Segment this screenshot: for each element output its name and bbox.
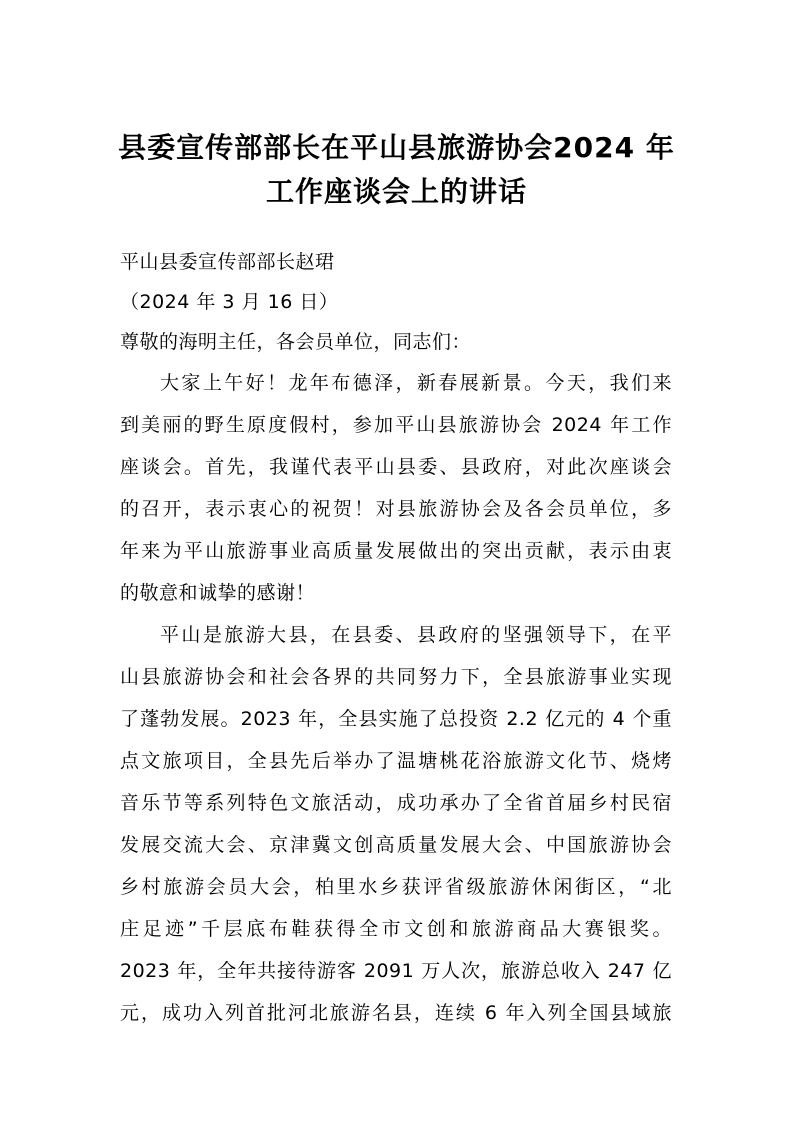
paragraph-2-line: 山县旅游协会和社会各界的共同努力下，全县旅游事业实现 bbox=[120, 666, 672, 688]
author-line: 平山县委宣传部部长赵珺 bbox=[120, 251, 335, 273]
paragraph-2-line: 2023 年，全年共接待游客 2091 万人次，旅游总收入 247 亿 bbox=[120, 960, 672, 982]
paragraph-1-line: 座谈会。首先，我谨代表平山县委、县政府，对此次座谈会 bbox=[120, 456, 672, 478]
paragraph-2-line: 元，成功入列首批河北旅游名县，连续 6 年入列全国县域旅 bbox=[120, 1002, 672, 1024]
date-line: （2024 年 3 月 16 日） bbox=[120, 291, 339, 313]
salutation-line: 尊敬的海明主任，各会员单位，同志们： bbox=[120, 331, 472, 353]
paragraph-2-line: 音乐节等系列特色文旅活动，成功承办了全省首届乡村民宿 bbox=[120, 792, 672, 814]
paragraph-1-line: 的召开，表示衷心的祝贺！对县旅游协会及各会员单位，多 bbox=[120, 498, 672, 520]
document-title-line-1: 县委宣传部部长在平山县旅游协会2024 年 bbox=[118, 131, 675, 164]
paragraph-2-line: 了蓬勃发展。2023 年，全县实施了总投资 2.2 亿元的 4 个重 bbox=[120, 708, 672, 730]
paragraph-1-line: 年来为平山旅游事业高质量发展做出的突出贡献，表示由衷 bbox=[120, 540, 672, 562]
document-title-line-2: 工作座谈会上的讲话 bbox=[265, 175, 527, 208]
paragraph-1-line: 到美丽的野生原度假村，参加平山县旅游协会 2024 年工作 bbox=[120, 414, 672, 436]
paragraph-2-line: 平山是旅游大县，在县委、县政府的坚强领导下，在平 bbox=[160, 624, 672, 646]
paragraph-1-line: 的敬意和诚挚的感谢！ bbox=[120, 582, 316, 604]
paragraph-2-line: 点文旅项目，全县先后举办了温塘桃花浴旅游文化节、烧烤 bbox=[120, 750, 672, 772]
paragraph-1-line: 大家上午好！龙年布德泽，新春展新景。今天，我们来 bbox=[160, 372, 672, 394]
paragraph-2-line: 乡村旅游会员大会，柏里水乡获评省级旅游休闲街区，“北 bbox=[120, 876, 672, 898]
paragraph-2-line: 发展交流大会、京津冀文创高质量发展大会、中国旅游协会 bbox=[120, 834, 672, 856]
paragraph-2-line: 庄足迹”千层底布鞋获得全市文创和旅游商品大赛银奖。 bbox=[120, 918, 672, 940]
